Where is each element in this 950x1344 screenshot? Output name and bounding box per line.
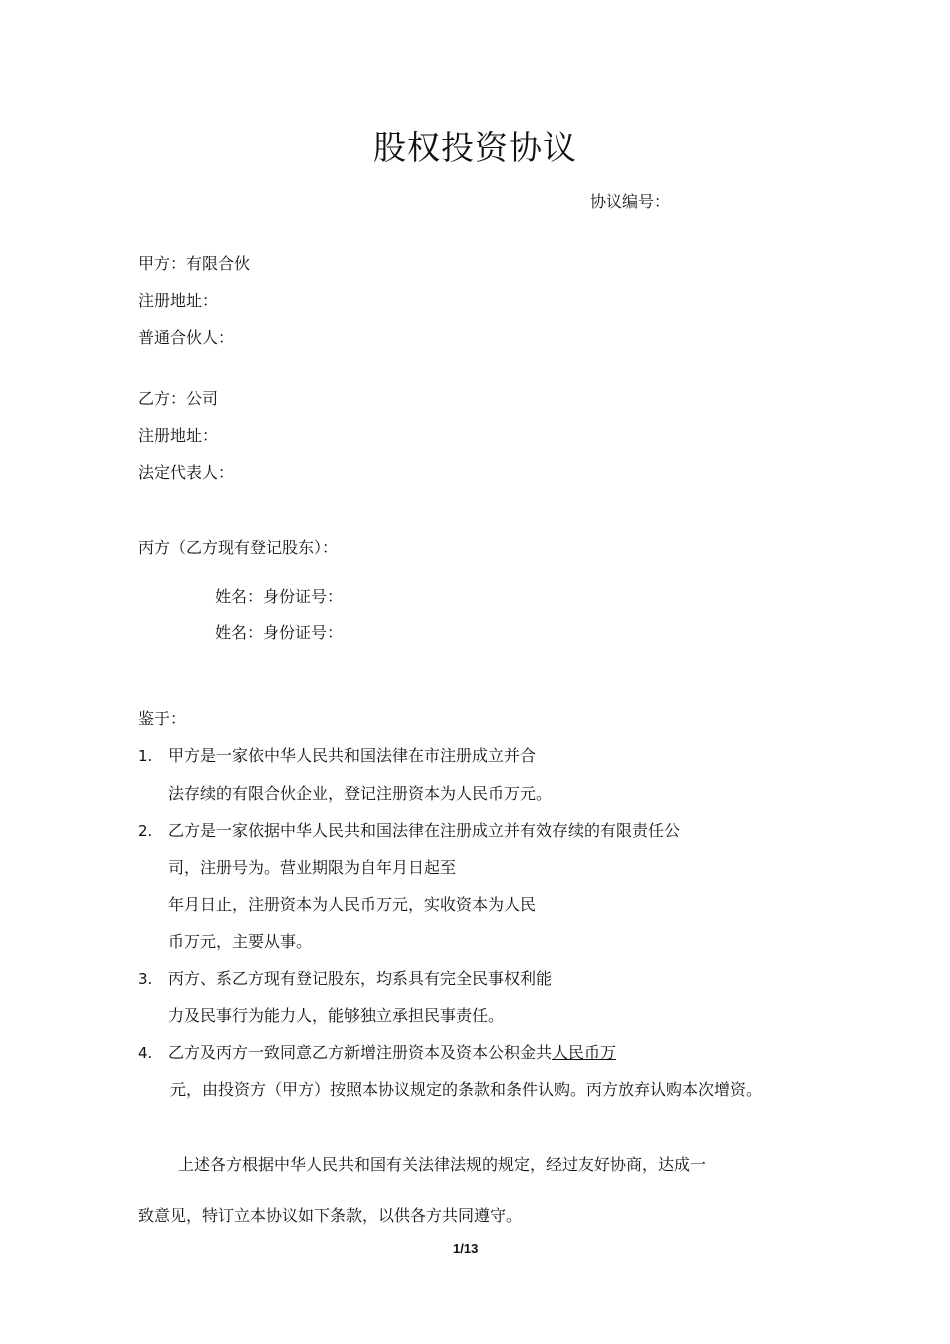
list-item-number: 4. <box>138 1044 153 1062</box>
document-title: 股权投资协议 <box>373 128 577 167</box>
list-item-text: 元，由投资方（甲方）按照本协议规定的条款和条件认购。丙方放弃认购本次增资。 <box>170 1080 763 1099</box>
party-b-legal-rep: 法定代表人： <box>138 463 235 482</box>
list-item-number: 1. <box>138 747 153 765</box>
closing-paragraph-line-1: 上述各方根据中华人民共和国有关法律法规的规定，经过友好协商，达成一 <box>178 1155 707 1174</box>
list-item-text: 年月日止，注册资本为人民币万元，实收资本为人民 <box>168 895 537 914</box>
list-item-text: 法存续的有限合伙企业，登记注册资本为人民币万元。 <box>168 784 553 803</box>
party-b-address: 注册地址： <box>138 426 219 445</box>
list-item-text: 力及民事行为能力人，能够独立承担民事责任。 <box>168 1006 505 1025</box>
page-number: 1/13 <box>453 1241 479 1256</box>
list-item-text: 司，注册号为。营业期限为自年月日起至 <box>168 858 457 877</box>
agreement-number-label: 协议编号： <box>590 192 671 211</box>
list-item-text: 币万元，主要从事。 <box>168 932 313 951</box>
list-item-number: 2. <box>138 822 153 840</box>
list-item-text: 甲方是一家依中华人民共和国法律在市注册成立并合 <box>168 746 537 765</box>
list-item-text <box>168 1043 616 1063</box>
party-a-name: 甲方：有限合伙 <box>138 254 251 273</box>
party-c-heading: 丙方（乙方现有登记股东）： <box>138 538 339 557</box>
list-item-text: 丙方、系乙方现有登记股东，均系具有完全民事权利能 <box>168 969 553 988</box>
party-b-name: 乙方：公司 <box>138 389 219 408</box>
underlined-amount: 人民币万 <box>552 1043 617 1062</box>
party-c-holder-2: 姓名：身份证号： <box>215 623 344 642</box>
closing-paragraph-line-2: 致意见，特订立本协议如下条款，以供各方共同遵守。 <box>138 1206 523 1225</box>
list-item-text: 乙方是一家依据中华人民共和国法律在注册成立并有效存续的有限责任公 <box>168 821 681 840</box>
party-c-holder-1: 姓名：身份证号： <box>215 587 344 606</box>
whereas-heading: 鉴于： <box>138 709 187 728</box>
list-item-number: 3. <box>138 970 153 988</box>
list-item-text-plain: 乙方及丙方一致同意乙方新增注册资本及资本公积金共 <box>168 1043 553 1062</box>
party-a-general-partner: 普通合伙人： <box>138 328 235 347</box>
party-a-address: 注册地址： <box>138 291 219 310</box>
